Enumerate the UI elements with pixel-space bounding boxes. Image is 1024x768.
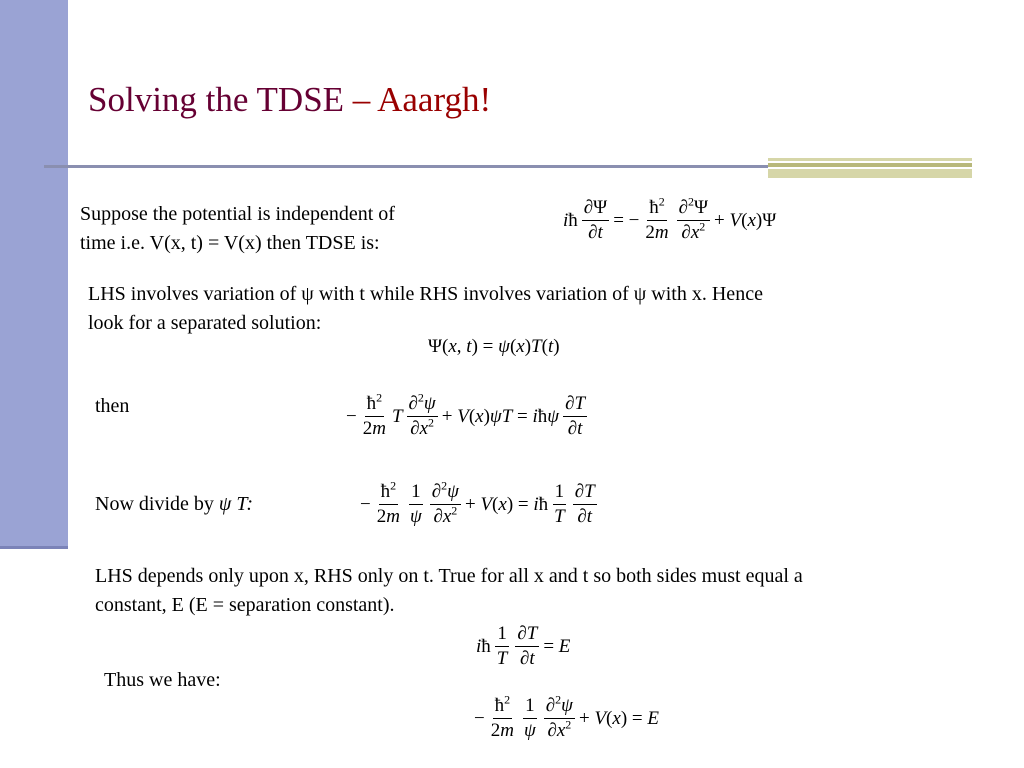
label-then: then xyxy=(95,395,130,417)
equation-divided: − $\frac{ħ^2}{2m}$ 1 ψ ∂$^2$ψ $\partial x^2$ + V(x) = iħ 1 T ∂T ∂t xyxy=(360,478,595,527)
divide-text: Now divide by xyxy=(95,493,214,515)
divide-expression: ψ T: xyxy=(218,493,253,515)
paragraph-2-line-2: look for a separated solution: xyxy=(88,312,322,334)
equation-space: − $\frac{ħ^2}{2m}$ 1 ψ ∂$^2$ψ $\partial x^2$ + V(x) = E xyxy=(474,692,659,741)
paragraph-3-line-1: LHS depends only upon x, RHS only on t. True for all x and t so both sides must equal a xyxy=(95,565,803,587)
equation-separation: Ψ(x, t) = ψ(x)T(t) xyxy=(428,336,560,357)
label-thus: Thus we have: xyxy=(104,669,221,691)
paragraph-1-line-1: Suppose the potential is independent of xyxy=(80,203,395,225)
sidebar-bar xyxy=(0,0,68,546)
paragraph-2-line-1: LHS involves variation of ψ with t while RHS involves variation of ψ with x. Hence xyxy=(88,283,763,305)
equation-substituted: − $\frac{ħ^2}{2m}$ T ∂$^2$ψ $\partial x^2$ + V(x)ψT = iħψ ∂T ∂t xyxy=(346,390,586,439)
slide-title xyxy=(88,80,491,120)
title-rule-accent xyxy=(768,158,972,178)
sidebar-edge xyxy=(0,546,68,549)
title-exclaim: – Aaargh! xyxy=(344,80,492,119)
equation-tdse: iħ $\frac{\partial\Psi}{\partial t}$ = − $\frac{ħ^2}{2m}$ ∂$^2$Ψ $\partial x^2$ + V(x)Ψ xyxy=(563,194,777,243)
equation-time: iħ 1 T $\frac{\partial T}{\partial t}$ = E xyxy=(476,623,571,669)
paragraph-3-line-2: constant, E (E = separation constant). xyxy=(95,594,395,616)
label-divide xyxy=(95,490,253,519)
title-main: Solving the TDSE xyxy=(88,80,345,119)
paragraph-1-line-2: time i.e. V(x, t) = V(x) then TDSE is: xyxy=(80,232,380,254)
